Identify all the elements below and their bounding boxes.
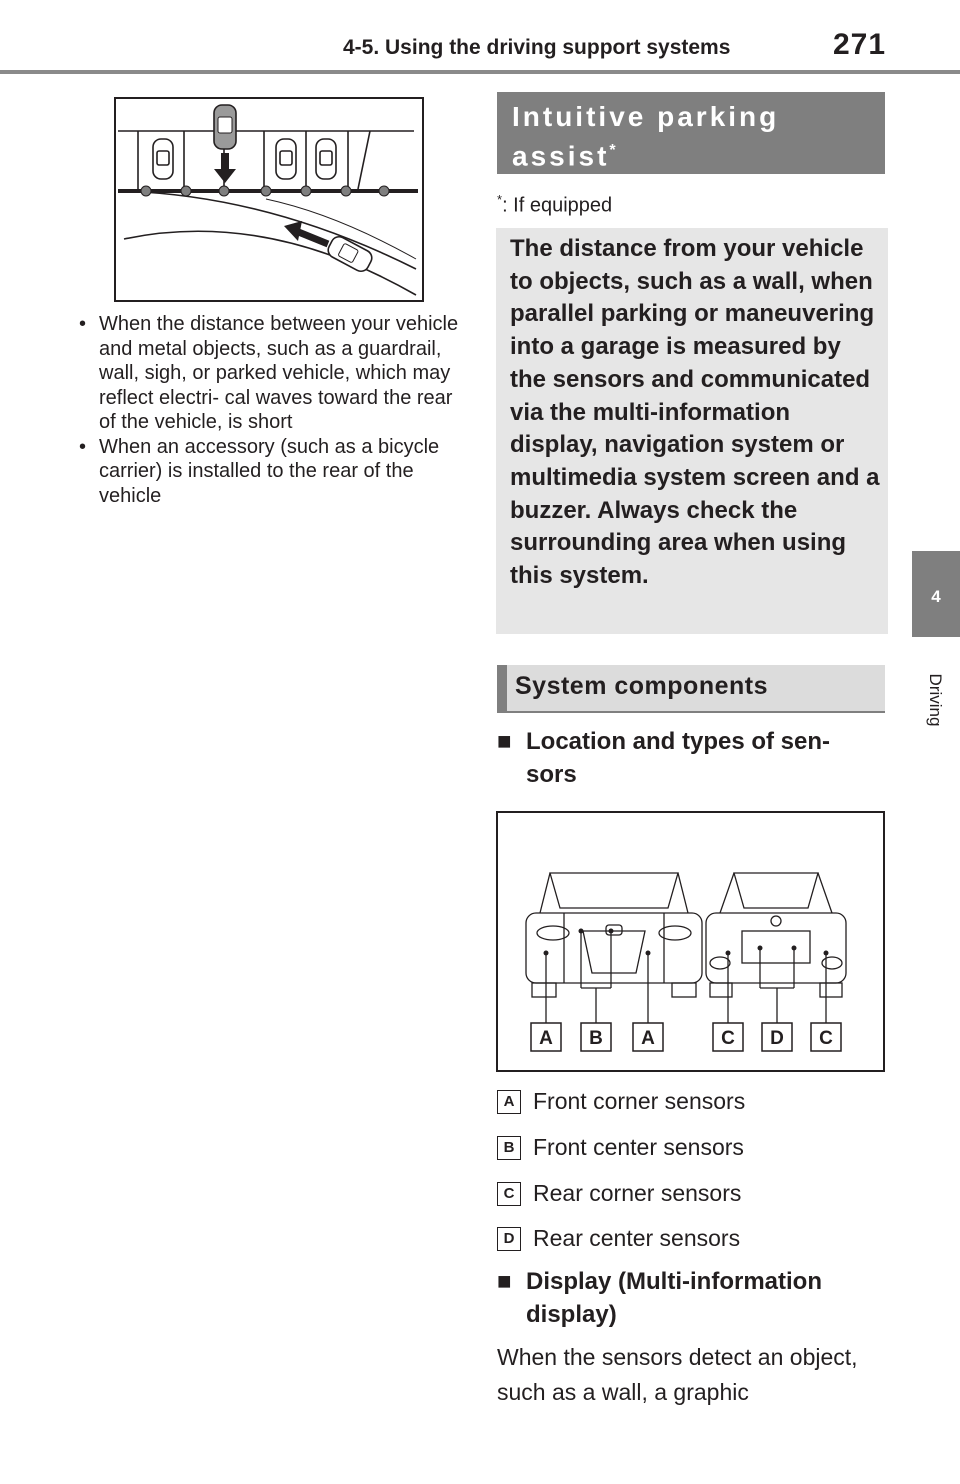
footnote-text: : If equipped [502,194,613,217]
page-number: 271 [833,28,887,61]
legend-letter-box: A [497,1090,521,1114]
legend-letter-box: D [497,1227,521,1251]
front-view-car-icon [526,873,702,997]
sensor-label-d: D [770,1028,784,1049]
sensor-label-c-right: C [819,1028,833,1049]
running-header-title: 4-5. Using the driving support systems [343,36,731,59]
footnote [497,192,612,218]
legend-text: Rear center sensors [533,1225,741,1251]
intro-box [496,228,888,634]
reversing-car-icon [214,105,236,149]
intro-text: The distance from your vehicle to objects, such as a wall, when parallel parking or maneuvering into a garage is measured by the sensors and communicated via the multi-information display, navigation system or multimedia system screen and a buzzer. Always check the surrounding area when using this system. [510,235,880,590]
chapter-tab [912,551,960,637]
legend-letter-box: C [497,1182,521,1206]
down-arrow-icon [214,153,236,183]
header-rule [0,70,960,74]
system-components-heading-text: System components [515,672,769,700]
sensor-location-diagram [496,811,885,1072]
chapter-tab-label: Driving [926,673,945,727]
sub-heading-sensor-location [497,725,877,791]
parked-car-icon [153,139,173,179]
bullet-item: • When an accessory (such as a bicycle carrier) is installed to the rear of the vehicle [77,435,467,509]
legend-text: Front center sensors [533,1134,744,1160]
bullet-item: • When the distance between your vehicle and metal objects, such as a guardrail, wall, sigh, or parked vehicle, which may reflect electri- cal waves toward the rear of the vehicle, is short [77,312,467,435]
section-heading-title: Intuitive parking assist [512,101,780,172]
chapter-tab-number: 4 [931,587,941,606]
section-heading-intuitive-parking-assist [497,92,885,174]
parking-guardrail-illustration [114,97,424,302]
legend-letter-box: B [497,1136,521,1160]
sensor-label-a-right: A [641,1028,655,1049]
square-bullet-icon: ■ [497,728,512,755]
section-heading-text [512,100,872,173]
rear-view-car-icon [706,873,846,997]
sensor-diagram-svg [498,813,883,1070]
system-components-heading [497,665,885,713]
sensor-label-c-left: C [721,1028,735,1049]
body-paragraph: When the sensors detect an object, such as a wall, a graphic [497,1344,858,1405]
parking-illustration-svg [116,99,422,300]
legend-text: Front corner sensors [533,1088,746,1114]
sub-heading-text: Display (Multi-information display) [526,1268,822,1328]
square-bullet-icon: ■ [497,1268,512,1295]
bullet-list [77,312,467,508]
sub-heading-text: Location and types of sen- sors [526,728,831,788]
parked-car-icon [316,139,336,179]
section-heading-asterisk: * [609,142,616,159]
sensor-label-b: B [589,1028,603,1049]
parked-car-icon [276,139,296,179]
footnote-asterisk: * [497,192,503,207]
sub-heading-display [497,1265,877,1331]
sensor-label-a-left: A [539,1028,553,1049]
legend-text: Rear corner sensors [533,1180,742,1206]
diagonal-arrow-icon [284,221,328,244]
